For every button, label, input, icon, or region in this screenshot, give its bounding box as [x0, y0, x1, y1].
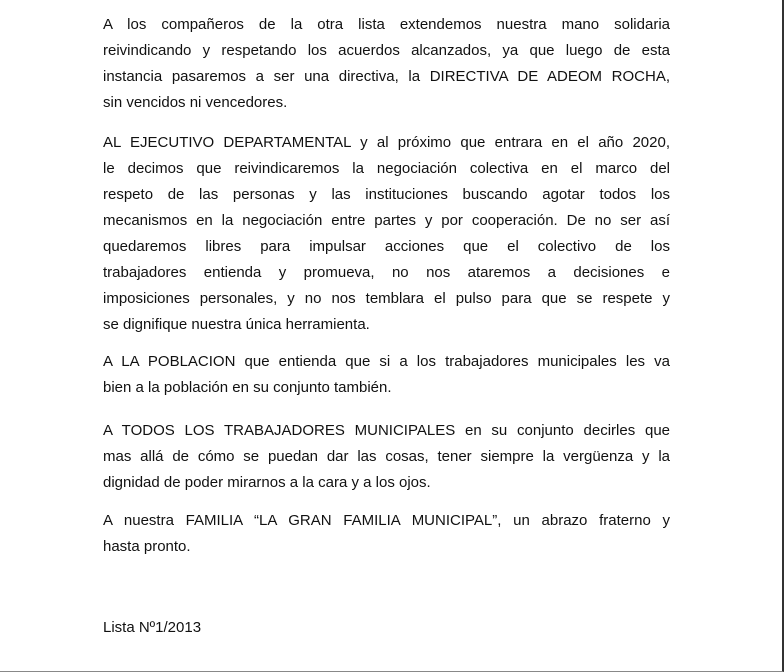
text-line: instancia pasaremos a ser una directiva, la DIRECTIVA DE ADEOM ROCHA, [103, 68, 670, 85]
text-line: hasta pronto. [103, 538, 191, 555]
signature-text: Lista Nº1/2013 [103, 619, 202, 636]
paragraph-poblacion [103, 349, 670, 401]
text-line: A nuestra FAMILIA “LA GRAN FAMILIA MUNICIPAL”, un abrazo fraterno y [103, 512, 670, 529]
text-line: AL EJECUTIVO DEPARTAMENTAL y al próximo que entrara en el año 2020, [103, 134, 670, 151]
text-line: dignidad de poder mirarnos a la cara y a los ojos. [103, 474, 431, 491]
text-line: le decimos que reivindicaremos la negociación colectiva en el marco del [103, 160, 670, 177]
text-line: respeto de las personas y las instituciones buscando agotar todos los [103, 186, 670, 203]
signature [103, 615, 670, 641]
text-line: se dignifique nuestra única herramienta. [103, 316, 370, 333]
text-line: sin vencidos ni vencedores. [103, 94, 288, 111]
text-line: A TODOS LOS TRABAJADORES MUNICIPALES en su conjunto decirles que [103, 422, 670, 439]
text-line: bien a la población en su conjunto también. [103, 379, 392, 396]
text-line: mecanismos en la negociación entre partes y por cooperación. De no ser así [103, 212, 670, 229]
text-line: mas allá de cómo se puedan dar las cosas, tener siempre la vergüenza y la [103, 448, 670, 465]
paragraph-familia [103, 508, 670, 560]
text-line: quedaremos libres para impulsar acciones que el colectivo de los [103, 238, 670, 255]
text-line: trabajadores entienda y promueva, no nos ataremos a decisiones e [103, 264, 670, 281]
text-line: A los compañeros de la otra lista extendemos nuestra mano solidaria [103, 16, 670, 33]
text-line: imposiciones personales, y no nos temblara el pulso para que se respete y [103, 290, 670, 307]
paragraph-trabajadores [103, 418, 670, 496]
paragraph-otra-lista [103, 12, 670, 116]
text-line: reivindicando y respetando los acuerdos alcanzados, ya que luego de esta [103, 42, 670, 59]
text-line: A LA POBLACION que entienda que si a los trabajadores municipales les va [103, 353, 670, 370]
paragraph-ejecutivo [103, 130, 670, 338]
